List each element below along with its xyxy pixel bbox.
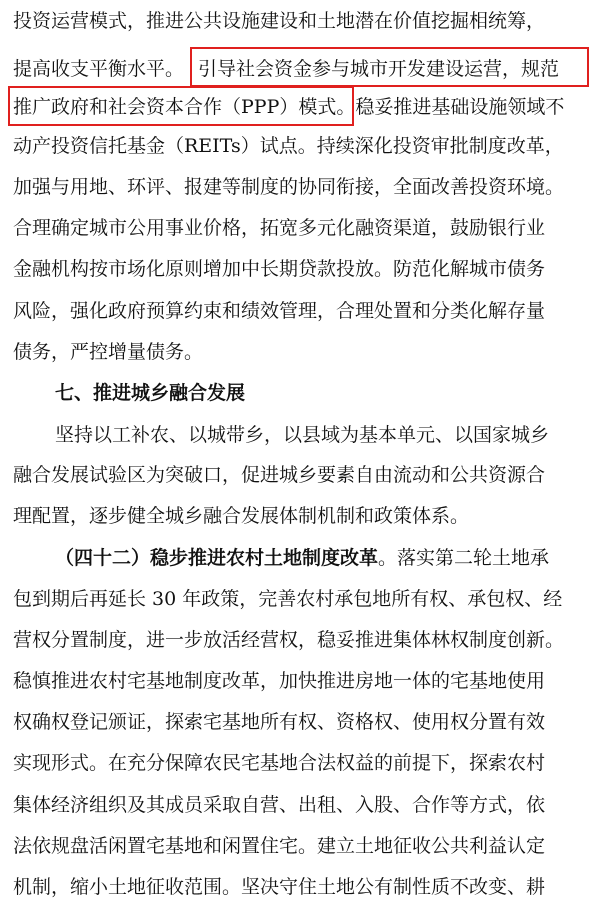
text-line: 理配置，逐步健全城乡融合发展体制机制和政策体系。: [13, 505, 470, 527]
text-line: 合理确定城市公用事业价格，拓宽多元化融资渠道，鼓励银行业: [13, 217, 546, 239]
text-segment: 。落实第二轮土地承: [378, 547, 550, 569]
text-line: 营权分置制度，进一步放活经营权，稳妥推进集体林权制度创新。: [13, 629, 565, 651]
text-line: [55, 543, 589, 573]
highlighted-text: 引导社会资金参与城市开发建设运营，规范: [198, 58, 560, 80]
text-line: 权确权登记颁证，探索宅基地所有权、资格权、使用权分置有效: [13, 711, 546, 733]
text-line: 坚持以工补农、以城带乡，以县域为基本单元、以国家城乡: [55, 424, 550, 446]
text-line: 风险，强化政府预算约束和绩效管理，合理处置和分类化解存量: [13, 300, 546, 322]
text-line: 实现形式。在充分保障农民宅基地合法权益的前提下，探索农村: [13, 752, 546, 774]
highlighted-text: 推广政府和社会资本合作（PPP）模式: [13, 96, 337, 118]
text-line: 债务，严控增量债务。: [13, 341, 204, 363]
text-line: 投资运营模式，推进公共设施建设和土地潜在价值挖掘相统筹，: [13, 10, 546, 32]
text-segment: 。稳妥推进基础设施领域不: [336, 96, 565, 118]
text-line: 法依规盘活闲置宅基地和闲置住宅。建立土地征收公共利益认定: [13, 835, 546, 857]
text-line: 金融机构按市场化原则增加中长期贷款投放。防范化解城市债务: [13, 258, 546, 280]
text-line: 加强与用地、环评、报建等制度的协同衔接，全面改善投资环境。: [13, 176, 565, 198]
text-line: 集体经济组织及其成员采取自营、出租、入股、合作等方式，依: [13, 794, 546, 816]
text-segment: 提高收支平衡水平。: [13, 58, 185, 80]
section-heading: 七、推进城乡融合发展: [55, 382, 246, 404]
text-line: 包到期后再延长 30 年政策，完善农村承包地所有权、承包权、经: [13, 588, 563, 610]
text-line: 融合发展试验区为突破口，促进城乡要素自由流动和公共资源合: [13, 464, 546, 486]
paragraph-lead: （四十二）稳步推进农村土地制度改革: [55, 547, 379, 569]
text-line: 机制，缩小土地征收范围。坚决守住土地公有制性质不改变、耕: [13, 876, 546, 898]
text-line: 稳慎推进农村宅基地制度改革，加快推进房地一体的宅基地使用: [13, 670, 546, 692]
text-line: [13, 92, 589, 122]
text-line: 动产投资信托基金（REITs）试点。持续深化投资审批制度改革，: [13, 135, 564, 157]
text-line: [13, 54, 589, 84]
